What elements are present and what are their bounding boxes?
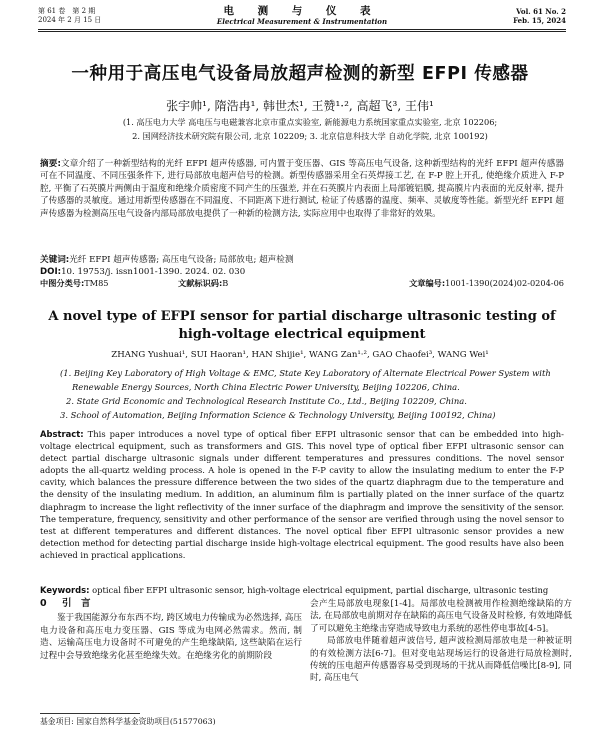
document-code-label: 文献标识码: <box>178 278 223 288</box>
affiliation-cn-line: 2. 国网经济技术研究院有限公司, 北京 102209; 3. 北京信息科技大学 自动化学院, 北京 100192) <box>132 131 488 141</box>
date-cn: 2024 年 2 月 15 日 <box>38 16 102 24</box>
header-rule-top <box>38 29 566 30</box>
page-title-en <box>40 308 564 344</box>
author-list-cn: 张宇帅¹, 隋浩冉¹, 韩世杰¹, 王赞¹·², 高超飞³, 王伟¹ <box>166 99 434 113</box>
affiliation-en-line: 2. State Grid Economic and Technological Research Institute Co., Ltd., Beijing 102209, China. <box>66 396 467 406</box>
body-column-right <box>310 598 572 685</box>
title-en-line: high-voltage electrical equipment <box>178 327 426 342</box>
keywords-en-label: Keywords: <box>40 585 90 595</box>
abstract-cn-text: 文章介绍了一种新型结构的光纤 EFPI 超声传感器, 可内置于变压器、GIS 等高压电气设备, 这种新型结构的光纤 EFPI 超声传感器可在不同温度、不同压强条件下, 进行局部放电超声信号的检测。新型传感器采用全石英焊接工艺, 在 F-P 腔上开孔, 使绝缘介质进入 F-P 腔, 平衡了石英膜片两侧由于温度和绝缘介质密度不同产生的压强差, 并在石英膜片内表面上局部镀铝膜, 提高膜片内表面的光反射率, 提升了传感器的灵敏度。通过用新型传感器在不同温度、不同距离下进行测试, 检证了传感器的温度、频率、灵敏度等性能。新型光纤 EFPI 超声传感器为检测高压电气设备内部局部放电提供了一种新的检测方法, 实际应用中也取得了非常好的效果。 <box>40 159 565 219</box>
clc-label: 中图分类号: <box>40 278 85 288</box>
article-number-value: 1001-1390(2024)02-0204-06 <box>445 278 564 288</box>
abstract-en <box>40 428 564 561</box>
article-number <box>409 278 564 289</box>
affiliation-en-line: 3. School of Automation, Beijing Information Science & Technology University, Beijing 100192, China) <box>60 410 496 420</box>
author-list-en: ZHANG Yushuai¹, SUI Haoran¹, HAN Shijie¹, WANG Zan¹·², GAO Chaofei³, WANG Wei¹ <box>111 350 489 360</box>
header-rule-bottom <box>38 31 566 32</box>
abstract-cn-label: 摘要: <box>40 159 61 169</box>
doi-label: DOI: <box>40 267 62 277</box>
classification-row <box>40 278 564 290</box>
running-header <box>38 6 566 28</box>
funding-footnote: 基金项目: 国家自然科学基金资助项目(51577063) <box>40 717 216 726</box>
keywords-cn <box>40 254 564 266</box>
body-paragraph: 鉴于我国能源分布东西不均, 跨区域电力传输成为必然选择, 高压电力设备和高压电力变压器、GIS 等成为电网必然需求。然而, 制造、运输高压电力设备时不可避免的产生绝缘缺陷, 这些缺陷在运行过程中会导致绝缘劣化甚至绝缘失效。在绝缘劣化的前期阶段 <box>40 613 302 661</box>
document-code-value: B <box>222 278 229 288</box>
journal-name-en: Electrical Measurement & Instrumentation <box>216 17 388 26</box>
affiliation-en-line: (1. Beijing Key Laboratory of High Voltage & EMC, State Key Laboratory of Alternate Electrical Power System with <box>60 368 551 378</box>
doi-line <box>40 266 564 278</box>
affiliation-cn-line: (1. 高压电力大学 高电压与电磁兼容北京市重点实验室, 新能源电力系统国家重点实验室, 北京 102206; <box>122 117 498 127</box>
document-code <box>178 278 228 289</box>
keywords-cn-label: 关键词: <box>40 255 70 265</box>
page-title-cn: 一种用于高压电气设备局放超声检测的新型 EFPI 传感器 <box>71 64 529 84</box>
body-paragraph: 局部放电伴随着超声波信号, 超声波检测局部放电是一种被证明的有效检测方法[6-7]。但对变电站现场运行的设备进行局放检测时, 传统的压电超声传感器容易受到现场的干扰从而降低信噪比[8-9], 同时, 高压电气 <box>310 636 572 684</box>
body-column-left <box>40 598 302 662</box>
keywords-cn-text: 光纤 EFPI 超声传感器; 高压电气设备; 局部放电; 超声检测 <box>69 255 294 265</box>
abstract-en-text: This paper introduces a novel type of optical fiber EFPI ultrasonic sensor that can be embedded into high-voltage electrical equipment, such as transformers and GIS. This novel type of optical fiber EFPI ultrasonic sensor can detect partial discharge ultrasonic signals under different temperatures and pressures conditions. The novel sensor adopts the all-quartz welding process. A hole is opened in the F-P cavity to allow the insulating medium to enter the F-P cavity, which balances the pressure difference between the two sides of the quartz diaphragm due to the temperature and the density of the insulating medium. In addition, an aluminum film is partially plated on the inner surface of the quartz diaphragm to increase the light reflectivity of the inner surface of the diaphragm and improve the sensitivity of the sensor. The temperature, frequency, sensitivity and other performance of the sensor are verified through using the novel sensor to test at different temperatures and different distances. The novel optical fiber EFPI ultrasonic sensor provides a new detection method for detecting partial discharge inside high-voltage electrical equipment. The good results have also been achieved in practical applications. <box>40 429 564 560</box>
keywords-en-text: optical fiber EFPI ultrasonic sensor, high-voltage electrical equipment, partial discharge, ultrasonic testing <box>92 585 549 595</box>
header-right <box>513 7 566 25</box>
keywords-en <box>40 584 564 596</box>
header-center <box>38 6 566 26</box>
date-en: Feb. 15, 2024 <box>513 16 566 25</box>
section-title: 引 言 <box>62 598 91 609</box>
section-number: 0 <box>40 598 47 609</box>
section-heading <box>40 598 302 610</box>
clc-value: TM85 <box>84 278 109 288</box>
footnote-rule <box>40 713 140 714</box>
abstract-en-label: Abstract: <box>40 429 84 439</box>
clc-code <box>40 278 108 289</box>
volume-en: Vol. 61 No. 2 <box>516 7 566 16</box>
article-number-label: 文章编号: <box>409 278 446 288</box>
doi-value: 10. 19753/j. issn1001-1390. 2024. 02. 030 <box>61 267 246 277</box>
body-paragraph: 会产生局部放电现象[1-4]。局部放电检测被用作检测绝缘缺陷的方法, 在局部放电前期对存在缺陷的高压电气设备及时检修, 有效地降低了可以避免主绝缘击穿造成导致电力系统的恶性停电事故[4-5]。 <box>310 599 572 634</box>
affiliation-en-line: Renewable Energy Sources, North China Electric Power University, Beijing 102206, China. <box>72 382 460 392</box>
journal-name-cn: 电 测 与 仪 表 <box>223 5 381 17</box>
title-en-line: A novel type of EFPI sensor for partial discharge ultrasonic testing of <box>48 309 556 324</box>
affiliations-en <box>60 366 560 422</box>
abstract-cn <box>40 158 564 220</box>
affiliations-cn <box>60 115 560 143</box>
volume-cn: 第 61 卷 第 2 期 <box>38 7 96 15</box>
